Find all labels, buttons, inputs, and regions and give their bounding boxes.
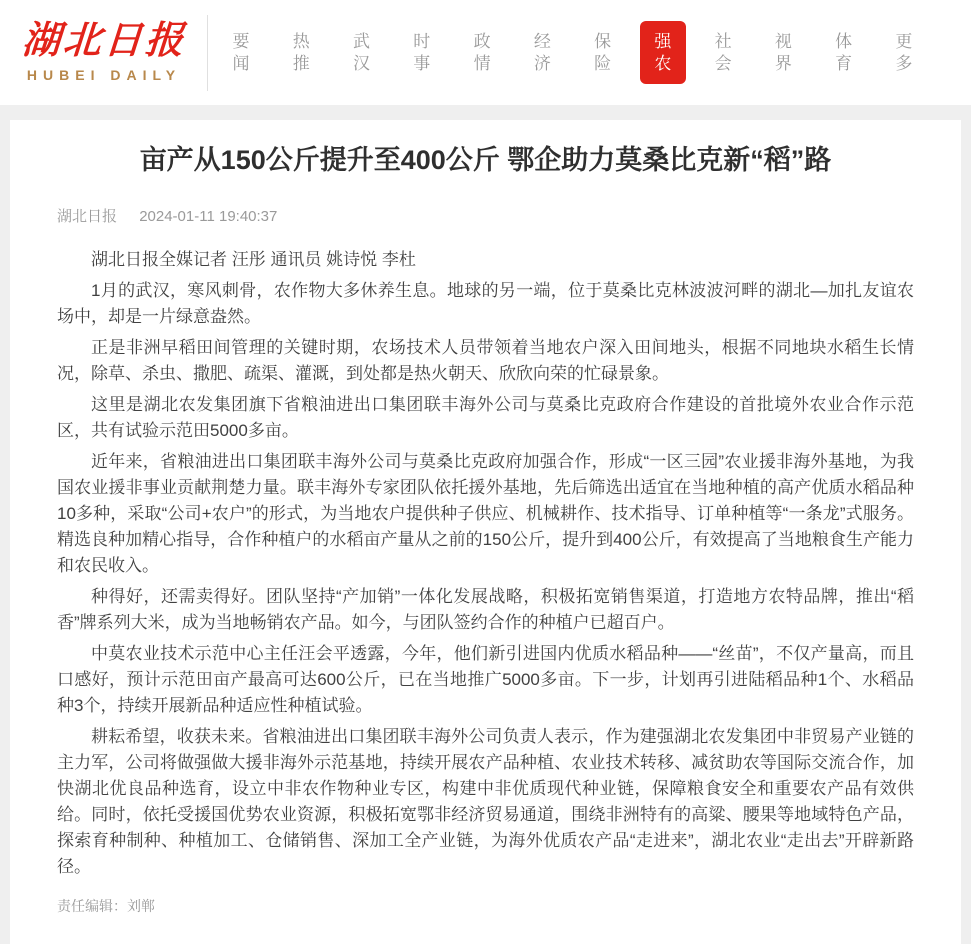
nav-item[interactable]: [760, 31, 806, 75]
nav-item[interactable]: [399, 31, 445, 75]
logo-chinese-text: 湖北日报: [20, 20, 188, 63]
nav-item[interactable]: [278, 31, 324, 75]
nav-item-label: 体育: [835, 31, 853, 73]
nav-item-label: 要闻: [232, 31, 250, 73]
nav-item-label: 强农: [640, 21, 686, 85]
nav-item-label: 更多: [895, 31, 913, 73]
nav-item-label: 热推: [292, 31, 310, 73]
nav-item[interactable]: [459, 31, 505, 75]
article-paragraph: 耕耘希望，收获未来。省粮油进出口集团联丰海外公司负责人表示，作为建强湖北农发集团中非贸易产业链的主力军，公司将做强做大援非海外示范基地，持续开展农产品种植、农业技术转移、减贫助农等国际交流合作，加快湖北优良品种选育，设立中非农作物种业专区，构建中非优质现代种业链，保障粮食安全和重要农产品有效供给。同时，依托受援国优势农业资源，积极拓宽鄂非经济贸易通道，围绕非洲特有的高粱、腰果等地域特色产品，探索育种制种、种植加工、仓储销售、深加工全产业链，为海外优质农产品“走进来”，湖北农业“走出去”开辟新路径。: [57, 726, 914, 876]
article-paragraph: 中莫农业技术示范中心主任汪会平透露，今年，他们新引进国内优质水稻品种——“丝苗”，不仅产量高，而且口感好，预计示范田亩产最高可达600公斤，已在当地推广5000多亩。下一步，计划再引进陆稻品种1个、水稻品种3个，持续开展新品种适应性种植试验。: [57, 643, 914, 715]
editor-label: 责任编辑：: [57, 897, 127, 914]
nav-item[interactable]: [640, 21, 686, 85]
article-meta: [57, 205, 914, 226]
nav-item-label: 武汉: [353, 31, 371, 73]
nav-item[interactable]: [580, 31, 626, 75]
nav-item[interactable]: [881, 31, 927, 75]
site-logo[interactable]: [14, 22, 194, 83]
nav-item[interactable]: [218, 31, 264, 75]
nav-item-label: 保险: [594, 31, 612, 73]
nav-item[interactable]: [700, 31, 746, 75]
logo-english-text: HUBEI DAILY: [26, 66, 182, 83]
article-paragraph: 正是非洲早稻田间管理的关键时期，农场技术人员带领着当地农户深入田间地头，根据不同地块水稻生长情况，除草、杀虫、撒肥、疏渠、灌溉，到处都是热火朝天、欣欣向荣的忙碌景象。: [57, 337, 914, 383]
article-paragraph: 湖北日报全媒记者 汪彤 通讯员 姚诗悦 李杜: [91, 249, 416, 269]
editor-name: 刘郸: [127, 897, 155, 914]
nav-item[interactable]: [339, 31, 385, 75]
article-paragraph: 近年来，省粮油进出口集团联丰海外公司与莫桑比克政府加强合作，形成“一区三园”农业援非海外基地，为我国农业援非事业贡献荆楚力量。联丰海外专家团队依托援外基地，先后筛选出适宜在当地种植的高产优质水稻品种10多种，采取“公司+农户”的形式，为当地农户提供种子供应、机械耕作、技术指导、订单种植等“一条龙”式服务。精选良种加精心指导，合作种植户的水稻亩产量从之前的150公斤，提升到400公斤，有效提高了当地粮食生产能力和农民收入。: [57, 451, 914, 575]
article-title: 亩产从150公斤提升至400公斤 鄂企助力莫桑比克新“稻”路: [139, 145, 832, 175]
article-paragraph: 1月的武汉，寒风刺骨，农作物大多休养生息。地球的另一端，位于莫桑比克林波波河畔的湖北—加扎友谊农场中，却是一片绿意盎然。: [57, 280, 914, 326]
article-paragraph: 这里是湖北农发集团旗下省粮油进出口集团联丰海外公司与莫桑比克政府合作建设的首批境外农业合作示范区，共有试验示范田5000多亩。: [57, 394, 914, 440]
nav-item-label: 视界: [774, 31, 792, 73]
nav-item[interactable]: [821, 31, 867, 75]
nav-item-label: 经济: [533, 31, 551, 73]
nav-item-label: 社会: [714, 31, 732, 73]
nav-item-label: 政情: [473, 31, 491, 73]
article-source: 湖北日报: [57, 207, 118, 225]
main-nav: [208, 0, 971, 105]
article-body: [57, 247, 914, 880]
article-paragraph: 种得好，还需卖得好。团队坚持“产加销”一体化发展战略，积极拓宽销售渠道，打造地方农特品牌，推出“稻香”牌系列大米，成为当地畅销农产品。如今，与团队签约合作的种植户已超百户。: [57, 586, 914, 632]
site-header: [0, 0, 971, 105]
nav-item[interactable]: [519, 31, 565, 75]
article-card: [10, 120, 961, 944]
article-datetime: 2024-01-11 19:40:37: [139, 207, 278, 225]
editor-line: [57, 896, 914, 916]
nav-item-label: 时事: [413, 31, 431, 73]
